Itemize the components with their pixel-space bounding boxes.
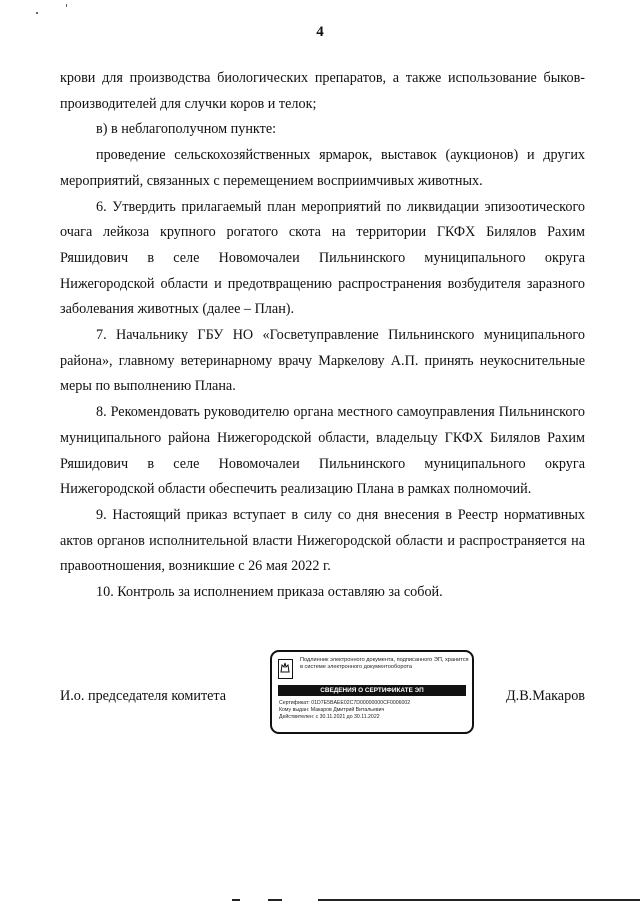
paragraph: крови для производства биологических препаратов, а также использование быков-производителей для случки коров и телок; xyxy=(60,70,585,112)
stamp-validity: Действителен: с 30.11.2021 до 30.11.2022 xyxy=(279,714,380,720)
page-number: 4 xyxy=(316,24,324,40)
stamp-certificate: Сертификат: 01D7E5BAEE02C7D00000000CF0006002 xyxy=(279,700,411,706)
document-body xyxy=(60,66,585,606)
stamp-note: Подлинник электронного документа, подписанного ЭП, хранится в системе электронного документооборота xyxy=(300,657,469,670)
coat-of-arms-icon xyxy=(278,659,293,679)
stamp-issued-to: Кому выдан: Макаров Дмитрий Витальевич xyxy=(279,707,385,713)
paragraph: 10. Контроль за исполнением приказа оставляю за собой. xyxy=(96,584,443,601)
electronic-signature-stamp xyxy=(270,650,474,734)
paragraph: 6. Утвердить прилагаемый план мероприятий по ликвидации эпизоотического очага лейкоза крупного рогатого скота на территории ГКФХ Билялов Рахим Ряшидович в селе Новомочалеи Пильнинского муниципального округа Нижегородской области и предотвращению распространения возбудителя заразного заболевания животных (далее – План). xyxy=(60,198,585,318)
paragraph: 9. Настоящий приказ вступает в силу со дня внесения в Реестр нормативных актов органов исполнительной власти Нижегородской области и распространяется на правоотношения, возникшие с 26 мая 2022 г. xyxy=(60,506,585,575)
scan-edge-line xyxy=(268,899,282,901)
paragraph: 8. Рекомендовать руководителю органа местного самоуправления Пильнинского муниципального района Нижегородской области, владельцу ГКФХ Билялов Рахим Ряшидович в селе Новомочалеи Пильнинского муниципального округа Нижегородской области обеспечить реализацию Плана в рамках полномочий. xyxy=(60,404,585,498)
paragraph: 7. Начальнику ГБУ НО «Госветуправление Пильнинского муниципального района», главному ветеринарному врачу Маркелову А.П. принять неукоснительные меры по выполнению Плана. xyxy=(60,327,585,395)
signature-block xyxy=(60,650,585,740)
stamp-details xyxy=(279,700,469,721)
signer-title: И.о. председателя комитета xyxy=(60,688,227,704)
paragraph: проведение сельскохозяйственных ярмарок, выставок (аукционов) и других мероприятий, связанных с перемещением восприимчивых животных. xyxy=(60,147,585,189)
scan-edge-line xyxy=(232,899,240,901)
signer-name: Д.В.Макаров xyxy=(505,688,585,704)
paragraph: в) в неблагополучном пункте: xyxy=(96,121,277,138)
scan-mark xyxy=(66,4,67,7)
scan-edge-line xyxy=(318,899,640,901)
stamp-header: СВЕДЕНИЯ О СЕРТИФИКАТЕ ЭП xyxy=(278,685,466,696)
scan-mark xyxy=(36,12,38,14)
